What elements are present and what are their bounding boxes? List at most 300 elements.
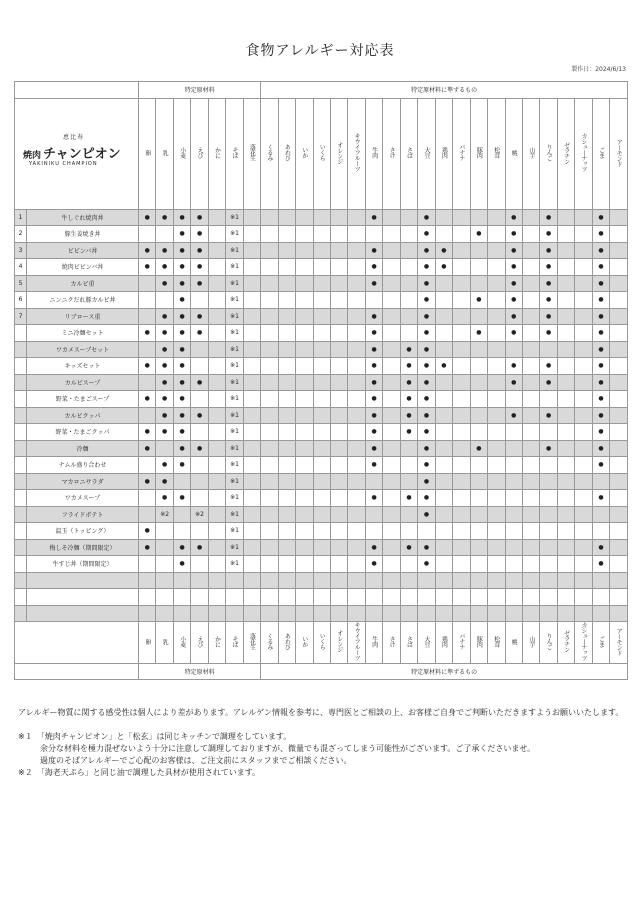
allergen-cell (261, 209, 278, 226)
allergen-cell (296, 374, 313, 391)
empty-cell (139, 572, 156, 589)
allergen-cell (208, 341, 225, 358)
empty-cell (278, 605, 295, 622)
group-label-row-bottom (15, 663, 628, 680)
allergen-cell (313, 407, 330, 424)
allergen-cell: ● (365, 325, 382, 342)
allergen-cell (313, 308, 330, 325)
allergen-cell: ● (592, 391, 609, 408)
allergen-cell: ● (139, 259, 156, 276)
allergen-cell (383, 506, 400, 523)
empty-cell (488, 572, 505, 589)
allergen-cell (470, 259, 487, 276)
table-row (15, 259, 628, 276)
allergen-header (296, 98, 313, 209)
allergen-name: りんご (545, 633, 553, 650)
empty-cell (173, 572, 190, 589)
allergen-cell (278, 341, 295, 358)
allergen-cell: ※1 (226, 308, 243, 325)
allergen-cell (313, 358, 330, 375)
empty-cell (15, 605, 27, 622)
menu-name: ニンニクだれ豚カルビ丼 (27, 292, 139, 309)
allergen-cell (610, 440, 628, 457)
allergen-header (156, 98, 173, 209)
menu-name: カルビクッパ (27, 407, 139, 424)
allergen-name: 乳 (161, 638, 169, 644)
empty-cell (139, 605, 156, 622)
menu-number (15, 407, 27, 424)
allergen-cell: ● (191, 308, 208, 325)
allergen-cell (296, 358, 313, 375)
allergen-cell (488, 391, 505, 408)
note-1-line-b: 余分な材料を極力混ぜないよう十分に注意して調理しておりますが、微量でも混ざってしまう可能性がございます。ご了承くださいませ。 (40, 744, 536, 753)
table-row (15, 424, 628, 441)
allergen-header (191, 98, 208, 209)
allergen-header (139, 98, 156, 209)
allergen-cell (261, 358, 278, 375)
allergen-cell: ● (592, 424, 609, 441)
allergen-name: くるみ (265, 633, 273, 650)
allergen-cell: ● (540, 275, 557, 292)
empty-cell (348, 605, 365, 622)
allergen-header (592, 622, 609, 664)
allergen-cell (296, 308, 313, 325)
empty-cell (261, 589, 278, 606)
menu-number: 3 (15, 242, 27, 259)
menu-number (15, 358, 27, 375)
allergen-cell (400, 275, 417, 292)
allergen-cell (278, 242, 295, 259)
allergen-cell (522, 440, 539, 457)
allergen-cell (383, 490, 400, 507)
allergen-cell (575, 391, 592, 408)
allergen-cell: ● (505, 308, 522, 325)
empty-cell (610, 605, 628, 622)
allergen-cell (243, 440, 260, 457)
allergen-cell (470, 473, 487, 490)
allergen-cell (261, 440, 278, 457)
allergen-cell (383, 407, 400, 424)
allergen-cell: ● (400, 391, 417, 408)
allergen-cell (453, 341, 470, 358)
empty-cell (156, 589, 173, 606)
allergen-cell (278, 506, 295, 523)
allergen-cell (191, 457, 208, 474)
menu-number (15, 556, 27, 573)
allergen-cell (470, 506, 487, 523)
allergen-cell (453, 523, 470, 540)
allergen-header (453, 98, 470, 209)
allergen-cell (261, 523, 278, 540)
allergen-cell (575, 259, 592, 276)
allergen-cell: ● (173, 209, 190, 226)
allergen-cell: ● (505, 226, 522, 243)
allergen-cell (505, 506, 522, 523)
allergen-cell: ● (191, 242, 208, 259)
allergen-header (226, 98, 243, 209)
allergen-cell (296, 391, 313, 408)
allergen-header (330, 622, 347, 664)
allergen-cell (313, 209, 330, 226)
allergen-cell (348, 308, 365, 325)
menu-name: 冷麺 (27, 440, 139, 457)
table-row (15, 341, 628, 358)
allergen-cell: ● (365, 341, 382, 358)
allergen-cell (243, 226, 260, 243)
allergen-cell (208, 308, 225, 325)
empty-cell (540, 589, 557, 606)
allergen-cell (610, 490, 628, 507)
allergen-cell: ● (156, 457, 173, 474)
allergen-cell (522, 308, 539, 325)
empty-cell (418, 572, 435, 589)
allergen-cell: ● (400, 407, 417, 424)
allergen-cell (261, 242, 278, 259)
empty-cell (208, 572, 225, 589)
allergen-cell (208, 358, 225, 375)
allergen-cell: ● (540, 226, 557, 243)
allergen-cell (330, 506, 347, 523)
allergen-cell (330, 308, 347, 325)
allergen-cell (575, 308, 592, 325)
empty-cell (488, 589, 505, 606)
allergen-cell: ● (540, 358, 557, 375)
allergen-name: そば (230, 147, 238, 158)
allergen-cell: ※1 (226, 407, 243, 424)
allergen-cell (278, 325, 295, 342)
allergen-cell (296, 523, 313, 540)
allergen-cell (522, 424, 539, 441)
empty-cell (313, 572, 330, 589)
allergen-cell: ● (173, 457, 190, 474)
allergen-cell: ● (139, 242, 156, 259)
allergen-cell (156, 523, 173, 540)
allergen-cell: ● (470, 440, 487, 457)
allergen-cell (488, 275, 505, 292)
allergen-name: 小麦 (178, 147, 186, 158)
group-label-specific: 特定原材料 (139, 82, 261, 99)
allergen-cell (261, 490, 278, 507)
allergen-cell: ● (156, 374, 173, 391)
allergen-cell (243, 490, 260, 507)
empty-cell (418, 605, 435, 622)
allergen-cell: ● (139, 523, 156, 540)
allergen-cell: ● (592, 407, 609, 424)
empty-cell (208, 589, 225, 606)
allergen-cell (296, 226, 313, 243)
allergen-cell (383, 226, 400, 243)
empty-cell (470, 572, 487, 589)
allergen-cell (400, 325, 417, 342)
allergen-cell: ● (139, 473, 156, 490)
allergen-cell: ● (365, 358, 382, 375)
allergen-cell: ● (365, 209, 382, 226)
menu-name: 野菜・たまごクッパ (27, 424, 139, 441)
allergen-cell (488, 407, 505, 424)
allergen-name: 大豆 (422, 635, 430, 647)
allergen-cell (488, 341, 505, 358)
allergen-cell (557, 209, 574, 226)
allergen-cell (365, 523, 382, 540)
allergen-name: えび (196, 635, 204, 647)
allergen-cell (243, 523, 260, 540)
allergen-cell: ● (418, 374, 435, 391)
menu-number: 6 (15, 292, 27, 309)
allergen-cell (557, 391, 574, 408)
allergen-cell (208, 424, 225, 441)
empty-cell (610, 572, 628, 589)
empty-cell (575, 605, 592, 622)
allergen-cell (575, 226, 592, 243)
allergen-header (575, 622, 592, 664)
allergen-cell: ● (540, 242, 557, 259)
empty-cell (540, 605, 557, 622)
menu-number: 2 (15, 226, 27, 243)
group-label-equivalent: 特定原材料に準ずるもの (261, 82, 628, 99)
allergen-cell (330, 539, 347, 556)
allergen-name: 落花生 (248, 633, 256, 650)
allergen-cell: ● (540, 440, 557, 457)
allergen-header (575, 98, 592, 209)
empty-cell (348, 572, 365, 589)
empty-cell (470, 589, 487, 606)
allergen-cell (208, 490, 225, 507)
allergen-cell (470, 457, 487, 474)
empty-cell (453, 589, 470, 606)
allergen-cell (348, 490, 365, 507)
empty-cell (296, 605, 313, 622)
allergen-cell (139, 341, 156, 358)
allergen-cell: ● (470, 226, 487, 243)
allergen-cell (278, 457, 295, 474)
menu-number (15, 374, 27, 391)
group-label-specific: 特定原材料 (139, 663, 261, 680)
allergen-cell (348, 473, 365, 490)
allergen-cell (191, 391, 208, 408)
empty-cell (27, 589, 139, 606)
allergen-header (610, 98, 628, 209)
allergen-cell (488, 374, 505, 391)
allergen-cell (261, 374, 278, 391)
allergen-cell: ● (592, 226, 609, 243)
allergen-header (348, 622, 365, 664)
allergen-cell (365, 292, 382, 309)
allergen-cell (522, 407, 539, 424)
allergen-cell (540, 523, 557, 540)
allergen-cell (313, 259, 330, 276)
allergen-cell (313, 490, 330, 507)
menu-name: ワカメスープセット (27, 341, 139, 358)
allergen-cell (592, 506, 609, 523)
allergen-cell (540, 424, 557, 441)
allergen-cell (453, 374, 470, 391)
allergen-cell (261, 457, 278, 474)
allergen-cell (173, 523, 190, 540)
allergen-name: オレンジ (335, 630, 343, 653)
allergen-cell (208, 275, 225, 292)
allergen-cell (453, 407, 470, 424)
allergen-cell (453, 259, 470, 276)
allergen-cell (139, 407, 156, 424)
table-row (15, 556, 628, 573)
menu-name: 豚生姜焼き丼 (27, 226, 139, 243)
empty-cell (173, 605, 190, 622)
allergen-cell: ※1 (226, 539, 243, 556)
allergen-header (208, 98, 225, 209)
allergen-cell: ● (418, 424, 435, 441)
allergen-cell (557, 226, 574, 243)
allergen-cell: ● (173, 407, 190, 424)
allergen-cell: ● (173, 490, 190, 507)
allergen-cell (313, 391, 330, 408)
empty-cell (27, 605, 139, 622)
allergen-cell (313, 457, 330, 474)
allergen-cell (278, 523, 295, 540)
empty-cell (15, 589, 27, 606)
menu-name: ビビンバ丼 (27, 242, 139, 259)
menu-number (15, 539, 27, 556)
group-row-blank (15, 82, 139, 99)
allergen-cell (522, 275, 539, 292)
allergen-cell: ※1 (226, 275, 243, 292)
allergen-cell: ● (156, 325, 173, 342)
empty-cell (575, 572, 592, 589)
allergen-cell: ● (173, 308, 190, 325)
table-row (15, 275, 628, 292)
allergen-cell: ● (173, 391, 190, 408)
empty-cell (592, 589, 609, 606)
allergen-name: 鶏肉 (440, 147, 448, 158)
note-1-label: ※１ (18, 732, 33, 741)
empty-cell (365, 605, 382, 622)
allergen-cell (330, 523, 347, 540)
allergen-cell (313, 374, 330, 391)
allergen-cell (610, 308, 628, 325)
allergen-cell (348, 275, 365, 292)
allergen-cell (522, 490, 539, 507)
allergen-cell: ※1 (226, 292, 243, 309)
allergen-cell (348, 407, 365, 424)
allergen-cell (505, 539, 522, 556)
allergen-cell: ● (156, 259, 173, 276)
allergen-cell (610, 457, 628, 474)
empty-cell (470, 605, 487, 622)
allergen-cell (296, 490, 313, 507)
allergen-cell (243, 308, 260, 325)
allergen-cell (278, 473, 295, 490)
allergen-cell (330, 407, 347, 424)
allergen-cell (278, 391, 295, 408)
logo-cell (15, 98, 139, 209)
allergen-cell (522, 259, 539, 276)
allergen-cell: ● (435, 259, 452, 276)
allergen-cell (330, 490, 347, 507)
allergen-cell (418, 523, 435, 540)
allergen-name: カシューナッツ (580, 133, 588, 172)
allergen-cell (383, 308, 400, 325)
allergen-cell (243, 275, 260, 292)
allergen-header-row (15, 98, 628, 209)
allergen-cell: ● (156, 242, 173, 259)
allergen-cell: ※1 (226, 242, 243, 259)
allergen-cell (522, 358, 539, 375)
allergen-cell: ● (400, 341, 417, 358)
table-row (15, 539, 628, 556)
allergen-cell (610, 325, 628, 342)
allergen-cell: ● (365, 308, 382, 325)
allergen-cell (453, 391, 470, 408)
table-row (15, 490, 628, 507)
empty-cell (156, 572, 173, 589)
allergen-cell (313, 523, 330, 540)
allergen-cell: ● (191, 226, 208, 243)
allergen-cell (470, 523, 487, 540)
allergen-cell (278, 374, 295, 391)
allergen-cell (505, 424, 522, 441)
empty-cell (278, 572, 295, 589)
page-title: 食物アレルギー対応表 (245, 43, 395, 59)
allergen-cell: ● (418, 275, 435, 292)
allergen-cell (610, 506, 628, 523)
empty-cell (383, 572, 400, 589)
allergen-header (383, 98, 400, 209)
allergen-cell (139, 308, 156, 325)
allergen-cell: ● (435, 358, 452, 375)
allergen-cell (453, 539, 470, 556)
empty-cell (243, 605, 260, 622)
allergen-cell (296, 292, 313, 309)
allergen-cell (522, 539, 539, 556)
empty-cell (488, 605, 505, 622)
empty-cell (453, 572, 470, 589)
allergen-header (330, 98, 347, 209)
allergen-cell (156, 556, 173, 573)
allergen-cell (383, 242, 400, 259)
empty-row (15, 589, 628, 606)
allergen-cell (453, 457, 470, 474)
allergen-cell: ● (418, 358, 435, 375)
allergen-cell (435, 308, 452, 325)
allergen-name: バナナ (457, 633, 465, 650)
allergen-cell: ● (592, 259, 609, 276)
allergen-name: いか (300, 147, 308, 158)
allergen-cell: ● (540, 292, 557, 309)
allergen-cell (470, 308, 487, 325)
allergen-cell (296, 341, 313, 358)
allergen-cell (522, 292, 539, 309)
allergen-cell: ● (191, 259, 208, 276)
allergen-cell (435, 209, 452, 226)
table-row (15, 325, 628, 342)
allergen-cell (313, 424, 330, 441)
allergen-cell (540, 341, 557, 358)
allergen-cell (278, 226, 295, 243)
allergen-cell (453, 308, 470, 325)
allergen-cell (453, 440, 470, 457)
allergen-cell (243, 374, 260, 391)
allergen-cell: ● (592, 209, 609, 226)
allergen-cell: ※1 (226, 506, 243, 523)
allergen-cell: ● (139, 440, 156, 457)
allergen-cell (156, 539, 173, 556)
allergen-cell: ※1 (226, 490, 243, 507)
table-row (15, 440, 628, 457)
allergen-cell: ※1 (226, 556, 243, 573)
allergen-cell (470, 275, 487, 292)
allergen-cell (435, 457, 452, 474)
allergen-cell (330, 457, 347, 474)
allergen-cell: ● (156, 407, 173, 424)
